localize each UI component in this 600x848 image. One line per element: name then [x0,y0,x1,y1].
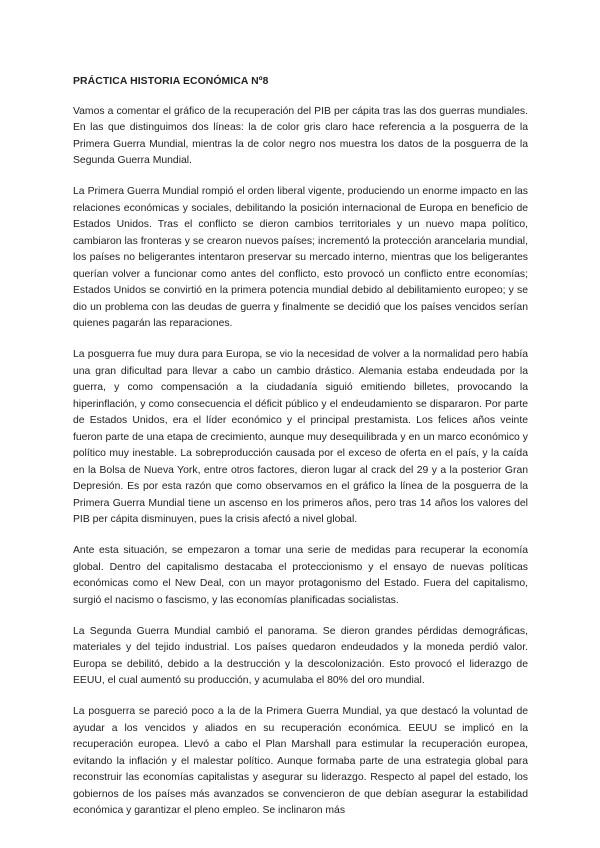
paragraph-second-postwar: La posguerra se pareció poco a la de la Primera Guerra Mundial, ya que destacó la voluntad de ayudar a los vencidos y aliados en su recuperación económica. EEUU se implicó en la recuperación europea. Llevó a cabo el Plan Marshall para estimular la recuperación europea, evitando la inflación y el malestar político. Aunque formaba parte de una estrategia global para reconstruir las economías capitalistas y asegurar su liderazgo. Respecto al papel del estado, los gobiernos de los países más avanzados se convencieron de que debían asegurar la estabilidad económica y garantizar el pleno empleo. Se inclinaron más [73,706,528,816]
document-page [73,74,528,834]
paragraph-recovery-measures: Ante esta situación, se empezaron a tomar una serie de medidas para recuperar la economía global. Dentro del capitalismo destacaba el proteccionismo y el ensayo de nuevas políticas económicas como el New Deal, con un mayor protagonismo del Estado. Fuera del capitalismo, surgió el nacismo o fascismo, y las economías planificadas socialistas. [73,545,528,606]
paragraph-second-world-war: La Segunda Guerra Mundial cambió el panorama. Se dieron grandes pérdidas demográficas, materiales y del tejido industrial. Los países quedaron endeudados y la moneda perdió valor. Europa se debilitó, debido a la destrucción y la descolonización. Esto provocó el liderazgo de EEUU, el cual aumentó su producción, y acumulaba el 80% del oro mundial. [73,625,528,686]
document-title: PRÁCTICA HISTORIA ECONÓMICA Nº8 [73,76,269,87]
paragraph-first-postwar: La posguerra fue muy dura para Europa, se vio la necesidad de volver a la normalidad pero había una gran dificultad para llevar a cabo un cambio drástico. Alemania estaba endeudada por la guerra, y como compensación a la ciudadanía siguió emitiendo billetes, provocando la hiperinflación, y como consecuencia el déficit público y el endeudamiento se dispararon. Por parte de Estados Unidos, era el líder económico y el principal prestamista. Los felices años veinte fueron parte de una etapa de crecimiento, aunque muy desequilibrada y en un marco económico y político muy inestable. La sobreproducción causada por el exceso de oferta en el país, y la caída en la Bolsa de Nueva York, entre otros factores, dieron lugar al crack del 29 y a la posterior Gran Depresión. Es por esta razón que como observamos en el gráfico la línea de la posguerra de la Primera Guerra Mundial tiene un ascenso en los primeros años, pero tras 14 años los valores del PIB per cápita disminuyen, pues la crisis afectó a nivel global. [73,349,528,525]
paragraph-intro: Vamos a comentar el gráfico de la recuperación del PIB per cápita tras las dos guerras mundiales. En las que distinguimos dos líneas: la de color gris claro hace referencia a la posguerra de la Primera Guerra Mundial, mientras la de color negro nos muestra los datos de la posguerra de la Segunda Guerra Mundial. [73,105,528,166]
paragraph-first-world-war: La Primera Guerra Mundial rompió el orden liberal vigente, produciendo un enorme impacto en las relaciones económicas y sociales, debilitando la posición internacional de Europa en beneficio de Estados Unidos. Tras el conflicto se dieron cambios territoriales y un nuevo mapa político, cambiaron las fronteras y se crearon nuevos países; incrementó la protección arancelaria mundial, los países no beligerantes intentaron preservar su mercado interno, mientras que los beligerantes querían volver a funcionar como antes del conflicto, esto provocó un conflicto entre economías; Estados Unidos se convirtió en la primera potencia mundial debido al debilitamiento europeo; y se dio un problema con las deudas de guerra y finalmente se decidió que los países vencidos serían quienes pagarán las reparaciones. [73,186,528,329]
